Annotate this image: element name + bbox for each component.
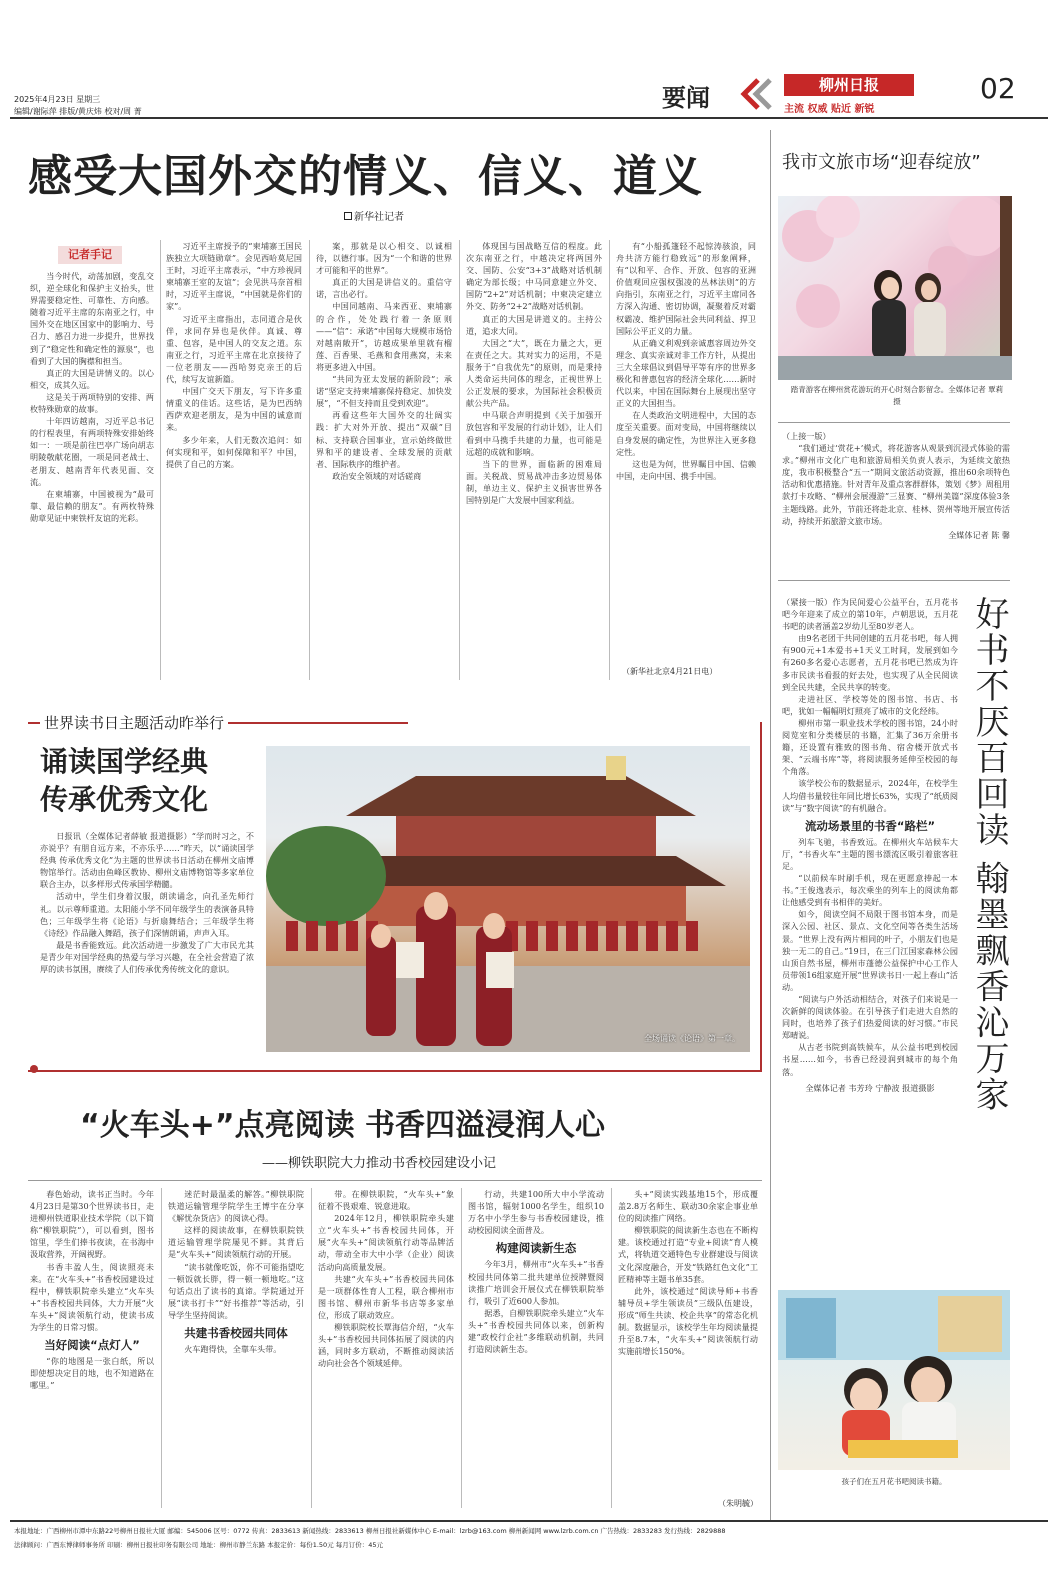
lead-col-4: [466, 240, 602, 680]
lead-paragraph: 当今时代，动荡加剧，变乱交织，逆全球化和保护主义抬头，世界需要稳定性、可靠性、方向感。随着习近平主席的东南亚之行，中国外交在地区国家中的影响力、号召力、感召力进一步提升，世界找到了“稳定性和确定性的源泉”，也看到了大国的胸襟和担当。: [30, 271, 154, 366]
lead-paragraph: 真正的大国是讲道义的。主持公道，追求大同。: [466, 313, 602, 336]
lead-title: 感受大国外交的情义、信义、道义: [28, 151, 703, 202]
reading-day-title-1: 诵读国学经典: [40, 745, 209, 778]
lead-paragraph: 从正确义利观到亲诚惠容周边外交理念、真实亲诚对非工作方针，从提出三大全球倡议到倡导平等有序的世界多极化和普惠包容的经济全球化……新时代以来，中国在国际舞台上展现出坚守正义的大国担当。: [616, 337, 756, 409]
reading-day-photo: [266, 746, 750, 1052]
editors-line: 编辑/谢际萍 排版/黄庆炜 校对/周 菁: [14, 107, 142, 116]
railway-col-1: 春色始动，读书正当时。今年4月23日是第30个世界读书日，走进柳州铁道职业技术学院（以下简称“柳铁职院”），可以看到，图书馆里，学生们捧书夜读，在书海中汲取营养，开阔视野。 书香丰盈人生，阅读照亮未来。在“火车头+”书香校园建设过程中，柳铁职院牵头建立“火车头+”书香校园共同体，大力开展“火车头+”阅读领航行动，使读书成为学生的日常习惯。 当好阅读“点灯人” “你的地图是一张白纸，所以即使想决定目的地，也不知道路在哪里。”: [30, 1189, 154, 1391]
tourism-photo: [778, 196, 1012, 380]
reading-day-photo-caption: 全场诵读《论语》第一章。: [644, 1034, 740, 1043]
books-para-5: 该学校公布的数据显示，2024年，在校学生人均借书量较往年同比增长63%，实现了“纸质阅读”与“数字阅读”的有机融合。: [782, 778, 958, 813]
books-photo-caption: 孩子们在五月花书吧阅读书籍。: [841, 1477, 947, 1486]
lead-paragraph: 习近平主席指出，志同道合是伙伴，求同存异也是伙伴。真诚、尊重、包容，是中国人的交友之道。东南亚之行，习近平主席在北京接待了一位老朋友——西哈努克亲王的后代，续写友谊新篇。: [166, 313, 302, 385]
lead-paragraph: 真正的大国是讲情义的。以心相交，成其久远。: [30, 367, 154, 390]
books-para-9: “阅读与户外活动相结合，对孩子们来说是一次新鲜的阅读体验。在引导孩子们走进大自然的同时，也培养了孩子们热爱阅读的好习惯。”市民郑晴说。: [782, 994, 958, 1041]
lead-paragraph: 有“小船孤篷轻不起惊涛骇浪，同舟共济方能行稳致远”的形象阐释，有“以和平、合作、开放、包容的亚洲价值观回应强权强凌的丛林法则”的方向指引，东南亚之行，习近平主席同各方深入沟通、密切协调，凝聚着反对霸权霸凌、维护国际社会共同利益、捍卫国际公平正义的力量。: [616, 241, 756, 336]
lead-col-1: [30, 270, 154, 680]
books-para-6: 列车飞驰，书香致远。在柳州火车站候车大厅，“书香火车”主题的图书漂流区吸引着旅客驻足。: [782, 836, 958, 871]
railway-signature: （朱明毓）: [718, 1499, 758, 1508]
lead-paragraph: 这是关于两项特别的安排、两枚特殊勋章的故事。: [30, 391, 154, 415]
header: [14, 68, 1044, 116]
lead-paragraph: 案，那就是以心相交、以诚相待，以德行事。因为“一个和谐的世界才可能和平的世界”。: [316, 241, 452, 276]
books-subheading-train: 流动场景里的书香“路栏”: [804, 818, 936, 833]
books-para-10: 从古老书院到高铁候车，从公益书吧到校园书屋……如今，书香已经浸润到城市的每个角落。: [782, 1042, 958, 1077]
lead-paragraph: 这也是为何，世界瞩目中国、信赖中国，走向中国、携手中国。: [616, 458, 756, 481]
footer-line-2: 法律顾问：广西东博律师事务所 印刷：柳州日报社印务有限公司 地址：柳州市静兰东路 本报定价：每份1.50元 每月订价：45元: [14, 1541, 384, 1549]
railway-col-3: 带。在柳铁职院，“火车头+”象征着不畏艰难、锐意进取。 2024年12月，柳铁职院牵头建立“火车头+”书香校园共同体，开展“火车头+”阅读领航行动等品牌活动，带动全市大中小学（企业）阅读活动向高质量发展。 共建“火车头+”书香校园共同体是一项群体性育人工程，联合柳州市图书馆、柳州市新华书店等多家单位，形成了联动效应。 柳铁职院校长覃海信介绍，“火车头+”书香校园共同体拓展了阅读的内涵，同时多方联动，不断推动阅读活动向社会各个领域延伸。: [318, 1189, 454, 1369]
books-body: [782, 596, 958, 1276]
reading-day-body: 日报讯（全媒体记者薛敏 报道摄影）“学而时习之，不亦说乎？有朋自远方来，不亦乐乎……”昨天，以“诵读国学经典 传承优秀文化”为主题的世界读书日活动在柳州文庙博物馆举行。活动由鱼峰区教协、柳州文庙博物馆等多家单位联合主办，以多样形式传承国学精髓。 活动中，学生们身着汉服，朗读诵念，向孔圣先师行礼。以示尊师重道。太阳能小学不同年级学生的表演备具特色；三年级学生将《论语》与折扇舞结合；三年级学生将《诗经》作品融入舞蹈，孩子们深情朗诵，声声入耳。 最是书香能致远。此次活动进一步激发了广大市民尤其是青少年对国学经典的热爱与学习兴趣，在全社会营造了浓厚的读书氛围，赓续了人们传承优秀传统文化的意识。: [40, 831, 254, 975]
tourism-title: 我市文旅市场“迎春绽放”: [782, 152, 981, 173]
railway-subtitle: ——柳铁职院大力推动书香校园建设小记: [262, 1156, 497, 1171]
header-rule: [10, 117, 1048, 119]
footer-line-1: 本报地址：广西柳州市潭中东路22号柳州日报社大厦 邮编：545006 区号：0772 传真：2833613 新闻热线：2833613 柳州日报社新媒体中心 E-mail：lzrb@163.com 柳州新闻网 www.lzrb.com.cn 广告热线：2833283 发行热线：2829888: [14, 1527, 726, 1535]
lead-paragraph: 在柬埔寨，中国被视为“最可靠、最信赖的朋友”。有两枚特殊勋章见证中柬铁杆友谊的光彩。: [30, 488, 154, 523]
books-para-4: 柳州市第一职业技术学校的图书馆，24小时阅览室和分类楼层的书籍，汇集了36万余册书籍，还设置有雅致的图书角、宿舍楼开放式书架、“云端书库”等，将阅读服务延伸至校园的每个角落。: [782, 717, 958, 777]
lead-paragraph: 多少年来，人们无数次追问：如何实现和平，如何保障和平？中国，提供了自己的方案。: [166, 434, 302, 469]
lead-paragraph: 当下的世界，面临新的困难局面。关税战、贸易战冲击多边贸易体制，单边主义、保护主义损害世界各国特别是广大发展中国家利益。: [466, 458, 602, 505]
railway-col-5: 头+”阅读实践基地15个，形成覆盖2.8万名师生、联动30余家企事业单位的阅读推广网络。 柳铁职院的阅读新生态也在不断构建。该校通过打造“专业+阅读”育人模式，将轨道交通特色专业群建设与阅读文化深度融合，开发“铁路红色文化”工匠精神等主题书单35套。 此外，该校通过“阅读导师+书香辅导员+学生领读员”三级队伍建设，形成“师生共读、校企共享”的常态化机制。数据显示，该校学生年均阅读量提升至8.7本，“火车头+”阅读领航行动实施前增长150%。: [618, 1189, 758, 1357]
tourism-photo-caption: 踏青游客在柳州赏花游玩的开心时刻合影留念。全媒体记者 覃莉 摄: [790, 385, 1004, 406]
books-para-1: （紧接一版）作为民间爱心公益平台，五月花书吧今年迎来了成立的第10年，卢朝思说，五月花书吧的读者涵盖2岁幼儿至80岁老人。: [782, 597, 958, 632]
lead-dateline: （新华社北京4月21日电）: [622, 667, 718, 676]
books-para-3: 走进社区、学校等处的图书馆、书店、书吧，犹如一幅幅明灯照亮了城市的文化经纬。: [782, 693, 958, 716]
railway-title: “火车头+”点亮阅读 书香四溢浸润人心: [80, 1108, 606, 1143]
lead-paragraph: 政治安全领域的对话磋商: [332, 470, 422, 481]
lead-paragraph: 再看这些年大国外交的壮阔实践：扩大对外开放、提出“双碳”目标、支持联合国事业，宣示始终做世界和平的建设者、全球发展的贡献者、国际秩序的维护者。: [316, 410, 452, 469]
lead-paragraph: 中国同越南、马来西亚、柬埔寨的合作，处处践行着一条原则——“信”：承诺“中国每大规模市场恰对越南敞开”，访越成果单里就有榴莲、百香果、毛燕和食用燕窝，未来将更多进入中国。: [316, 301, 452, 372]
section-name: 要闻: [662, 84, 710, 112]
lead-paragraph: 习近平主席授予的“柬埔寨王国民族独立大项链勋章”。会见西哈莫尼国王时，习近平主席表示，“中方珍视同柬埔寨王室的友谊”；会见洪马奈首相时，习近平主席说，“中国就是你们的家”。: [166, 241, 302, 312]
lead-col-5: [616, 240, 756, 666]
books-vertical-title: 好书不厌百回读 翰墨飘香沁万家: [969, 596, 1009, 1113]
reading-day-kicker: 世界读书日主题活动昨举行: [40, 712, 228, 733]
tourism-body: （上接一版） “我们通过‘赏花+’模式，将花游客从观景到沉浸式体验的需求。”柳州市文化广电和旅游局相关负责人表示，为延续文旅热度，我市积极整合“五一”期间文旅活动资源，推出60余项特色活动和优惠措施。针对青年及重点客群群体，策划《梦》周租用款打卡攻略、“柳州会展漫游”三显赛、“柳州美篇”深度体验3条主题线路。此外，节前还将赴北京、桂林、贺州等地开展宣传活动，持续开拓旅游文旅市场。 全媒体记者 陈 馨: [782, 431, 1010, 540]
lead-paragraph: 中国广交天下朋友，写下许多重情重义的佳话。这些话，是为巴西纳西萨欢迎老朋友，是为中国的诚意而来。: [166, 386, 302, 433]
issue-date: 2025年4月23日 星期三: [14, 95, 101, 104]
lead-paragraph: 真正的大国是讲信义的。重信守诺，言出必行。: [316, 277, 452, 300]
books-reporter: 全媒体记者 韦芳玲 宁静波 报道摄影: [805, 1082, 935, 1093]
lead-col-3: [316, 240, 452, 680]
byline-box-icon: [344, 212, 352, 220]
books-photo: [778, 1290, 1010, 1470]
lead-paragraph: “共同为亚太发展的新阶段”；承诺“坚定支持柬埔寨保持稳定、加快发展”，“不但支持而且受到欢迎”。: [316, 374, 452, 409]
railway-col-4: 行动，共建100所大中小学流动图书馆，辐射1000名学生，组织10万名中小学生参与书香校园建设，推动校园阅读全面普及。 构建阅读新生态 今年3月，柳州市“火车头+”书香校园共同体第二批共建单位授牌暨阅读推广培训会开展仪式在柳铁职院举行，吸引了近600人参加。 据悉，自柳铁职院牵头建立“火车头+”书香校园共同体以来，创新构建“政校行企社”多维联动机制，共同打造阅读新生态。: [468, 1189, 604, 1355]
books-para-7: “以前候车时刷手机，现在更愿意捧起一本书。”王俊逸表示，每次乘坐的列车上的阅读角都让他感受到有书相伴的美好。: [782, 873, 958, 908]
lead-paragraph: 中马联合声明提到《关于加强开放包容和平发展的行动计划》，让人们看到中马携手共建的力量，也可能是远超的成就和影响。: [466, 410, 602, 457]
lead-paragraph: 在人类政治文明进程中，大国的态度至关重要。面对变局，中国将继续以自身发展的确定性，为世界注入更多稳定性。: [616, 410, 756, 457]
lead-tag: 记者手记: [58, 246, 122, 264]
railway-col-2: 迷茫时最温柔的解答。”柳铁职院铁道运输管理学院学生王博宇在分享《解忧杂货店》的阅读心得。 这样的阅读故事，在柳铁职院铁道运输管理学院屡见不鲜。其背后是“火车头+”阅读领航行动的开展。 “读书就像吃饭，你不可能指望吃一顿饭就长胖，得一顿一顿地吃。”这句话点出了读书的真谛。学院通过开展“读书打卡”“好书推荐”等活动，引导学生坚持阅读。 共建书香校园共同体 火车跑得快，全靠车头带。: [168, 1189, 304, 1355]
chevron-left-icon: [734, 76, 774, 112]
lead-paragraph: 十年四访越南，习近平总书记的行程表里，有两项特殊安排始终如一：一项是前往巴亭广场向胡志明陵敬献花圈，一项是同老战士、老朋友、越南青年代表见面、交流。: [30, 416, 154, 487]
lead-byline: 新华社记者: [344, 208, 404, 223]
lead-col-2: [166, 240, 302, 680]
reading-day-title-2: 传承优秀文化: [40, 783, 209, 816]
page-number: 02: [980, 72, 1016, 105]
books-para-2: 由9名老团干共同创建的五月花书吧，每人拥有900元+1本爱书+1天义工时间，发展到如今有260多名爱心志愿者，五月花书吧已然成为许多市民读书看报的好去处，也实现了从全民阅读到全民共建，全民共享的转变。: [782, 633, 958, 692]
lead-paragraph: 大国之“大”，既在力量之大，更在责任之大。其对实力的运用，不是服务于“自我优先”的原则，而是秉持人类命运共同体的理念，正视世界上公正发展的要求，为国际社会积极贡献公共产品。: [466, 337, 602, 409]
reading-day-dot: [30, 1065, 38, 1073]
books-para-8: 如今，阅读空间不局限于图书馆本身，而是深入公园、社区、景点、文化空间等各类生活场景。“世界上没有两片相同的叶子，小朋友们也是独一无二的自己。”19日，在三门江国家森林公园山顶自然书屋，柳州市蓬德公益保护中心工作人员带领16组家庭开展“世界读书日·一起上春山”活动。: [782, 909, 958, 992]
lead-paragraph: 体现国与国战略互信的程度。此次东南亚之行，中越决定将两国外交、国防、公安“3+3”战略对话机制确定为部长级；中马同意建立外交、国防“2+2”对话机制；中柬决定建立外交、防务“2+2”战略对话机制。: [466, 241, 602, 312]
newspaper-logo: 柳州日报 主流 权威 贴近 新锐: [784, 72, 934, 114]
